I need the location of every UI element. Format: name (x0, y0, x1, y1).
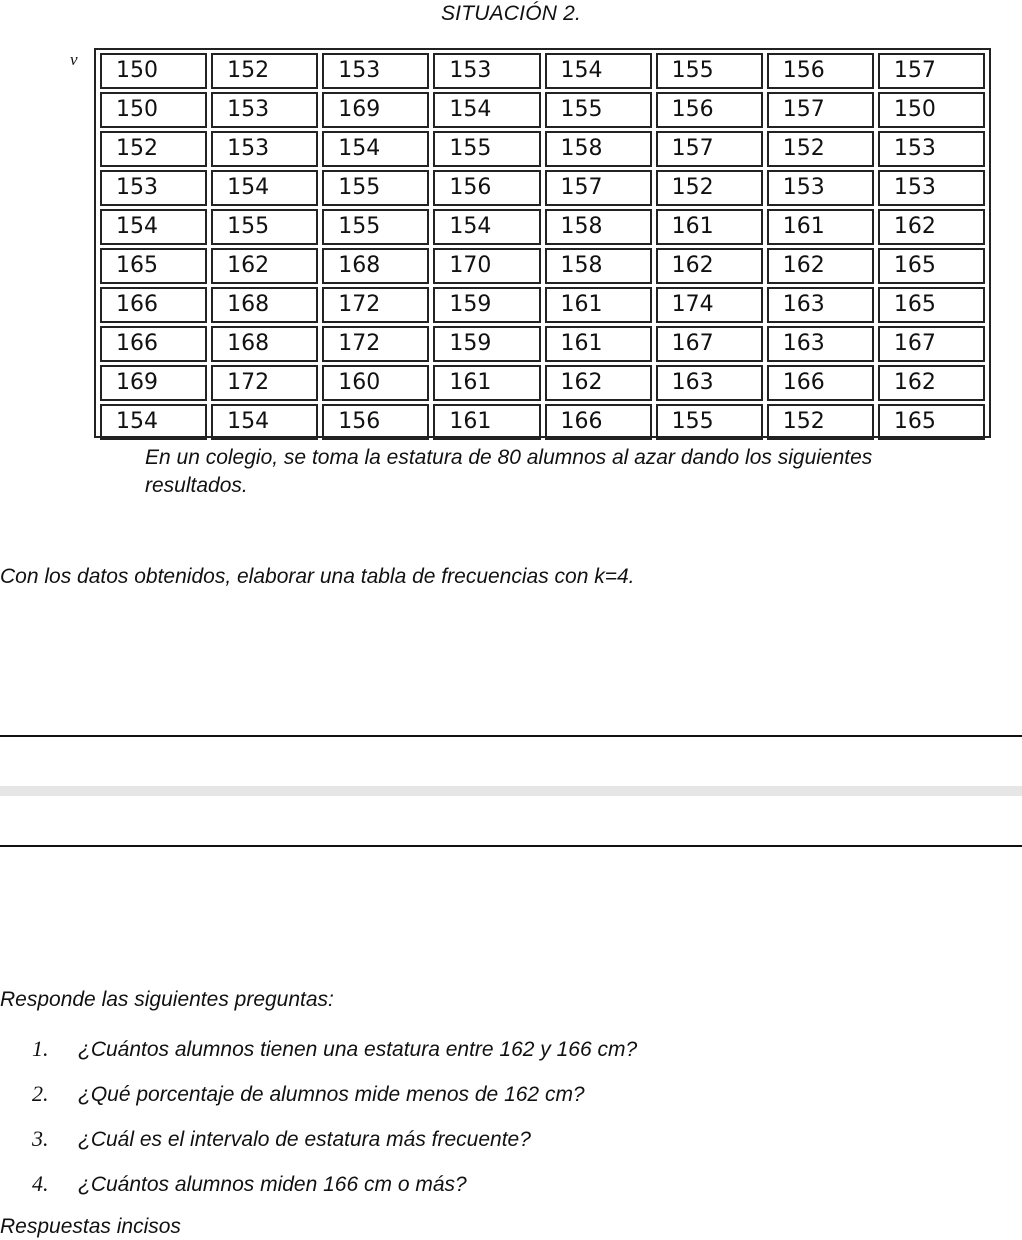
table-cell: 168 (211, 326, 318, 362)
table-cell: 150 (100, 92, 207, 128)
answer-line-bottom (0, 845, 1022, 847)
table-cell: 172 (322, 326, 429, 362)
table-cell: 152 (767, 131, 874, 167)
v-mark: v (70, 50, 78, 69)
table-row (100, 170, 985, 206)
table-cell: 152 (767, 404, 874, 440)
table-cell: 170 (433, 248, 540, 284)
table-cell: 165 (878, 248, 985, 284)
table-cell: 154 (322, 131, 429, 167)
table-cell: 166 (767, 365, 874, 401)
question-2 (32, 1081, 585, 1107)
table-cell: 153 (767, 170, 874, 206)
table-cell: 167 (878, 326, 985, 362)
table-cell: 158 (545, 248, 652, 284)
table-cell: 150 (100, 53, 207, 89)
table-cell: 161 (545, 326, 652, 362)
table-cell: 157 (545, 170, 652, 206)
table-cell: 161 (767, 209, 874, 245)
table-cell: 152 (656, 170, 763, 206)
question-text: ¿Cuál es el intervalo de estatura más frecuente? (78, 1128, 531, 1151)
table-cell: 162 (545, 365, 652, 401)
table-cell: 153 (878, 170, 985, 206)
table-row (100, 92, 985, 128)
question-3 (32, 1126, 531, 1152)
table-cell: 169 (322, 92, 429, 128)
table-cell: 168 (322, 248, 429, 284)
table-cell: 154 (100, 404, 207, 440)
table-cell: 157 (767, 92, 874, 128)
table-row (100, 287, 985, 323)
table-cell: 163 (656, 365, 763, 401)
questions-heading: Responde las siguientes preguntas: (0, 988, 334, 1011)
table-cell: 162 (211, 248, 318, 284)
table-cell: 155 (211, 209, 318, 245)
table-cell: 162 (878, 209, 985, 245)
table-cell: 172 (211, 365, 318, 401)
table-cell: 156 (433, 170, 540, 206)
table-cell: 154 (433, 92, 540, 128)
table-cell: 155 (433, 131, 540, 167)
table-cell: 154 (211, 404, 318, 440)
table-cell: 165 (878, 287, 985, 323)
table-cell: 157 (656, 131, 763, 167)
table-cell: 153 (211, 92, 318, 128)
table-cell: 153 (433, 53, 540, 89)
table-row (100, 326, 985, 362)
table-row (100, 404, 985, 440)
table-cell: 161 (545, 287, 652, 323)
table-cell: 155 (545, 92, 652, 128)
table-cell: 172 (322, 287, 429, 323)
table-cell: 156 (322, 404, 429, 440)
table-cell: 163 (767, 326, 874, 362)
table-cell: 155 (656, 53, 763, 89)
table-cell: 165 (878, 404, 985, 440)
question-number: 1. (32, 1036, 49, 1061)
table-cell: 159 (433, 326, 540, 362)
table-caption: En un colegio, se toma la estatura de 80 alumnos al azar dando los siguientes resultados. (145, 446, 873, 497)
table-row (100, 131, 985, 167)
table-cell: 162 (878, 365, 985, 401)
table-cell: 156 (767, 53, 874, 89)
question-text: ¿Qué porcentaje de alumnos mide menos de 162 cm? (78, 1083, 585, 1106)
question-number: 4. (32, 1171, 49, 1196)
table-cell: 154 (100, 209, 207, 245)
table-cell: 166 (100, 326, 207, 362)
table-cell: 154 (545, 53, 652, 89)
table-cell: 153 (211, 131, 318, 167)
table-cell: 150 (878, 92, 985, 128)
table-cell: 156 (656, 92, 763, 128)
table-cell: 162 (656, 248, 763, 284)
table-cell: 155 (322, 170, 429, 206)
answer-band (0, 786, 1022, 796)
table-cell: 166 (100, 287, 207, 323)
table-cell: 154 (433, 209, 540, 245)
table-row (100, 248, 985, 284)
table-cell: 160 (322, 365, 429, 401)
table-cell: 155 (656, 404, 763, 440)
table-row (100, 365, 985, 401)
table-cell: 158 (545, 209, 652, 245)
table-cell: 153 (878, 131, 985, 167)
table-cell: 153 (322, 53, 429, 89)
table-row (100, 209, 985, 245)
question-number: 3. (32, 1126, 49, 1151)
question-4 (32, 1171, 467, 1197)
table-cell: 157 (878, 53, 985, 89)
table-cell: 158 (545, 131, 652, 167)
table-cell: 154 (211, 170, 318, 206)
table-cell: 153 (100, 170, 207, 206)
table-cell: 155 (322, 209, 429, 245)
table-cell: 161 (433, 365, 540, 401)
cut-off-heading: Respuestas incisos (0, 1215, 181, 1238)
table-cell: 167 (656, 326, 763, 362)
page-title: SITUACIÓN 2. (440, 2, 582, 25)
table-cell: 162 (767, 248, 874, 284)
table-cell: 168 (211, 287, 318, 323)
table-cell: 169 (100, 365, 207, 401)
table-cell: 166 (545, 404, 652, 440)
table-cell: 163 (767, 287, 874, 323)
heights-data-grid (96, 50, 989, 443)
question-1 (32, 1036, 637, 1062)
question-text: ¿Cuántos alumnos tienen una estatura entre 162 y 166 cm? (78, 1038, 638, 1061)
table-cell: 159 (433, 287, 540, 323)
instruction-text: Con los datos obtenidos, elaborar una tabla de frecuencias con k=4. (0, 565, 635, 588)
table-cell: 152 (211, 53, 318, 89)
table-cell: 161 (433, 404, 540, 440)
table-cell: 174 (656, 287, 763, 323)
answer-line-top (0, 735, 1022, 737)
question-number: 2. (32, 1081, 49, 1106)
table-row (100, 53, 985, 89)
table-cell: 152 (100, 131, 207, 167)
table-cell: 161 (656, 209, 763, 245)
question-text: ¿Cuántos alumnos miden 166 cm o más? (78, 1173, 467, 1196)
table-cell: 165 (100, 248, 207, 284)
heights-table (94, 48, 991, 438)
